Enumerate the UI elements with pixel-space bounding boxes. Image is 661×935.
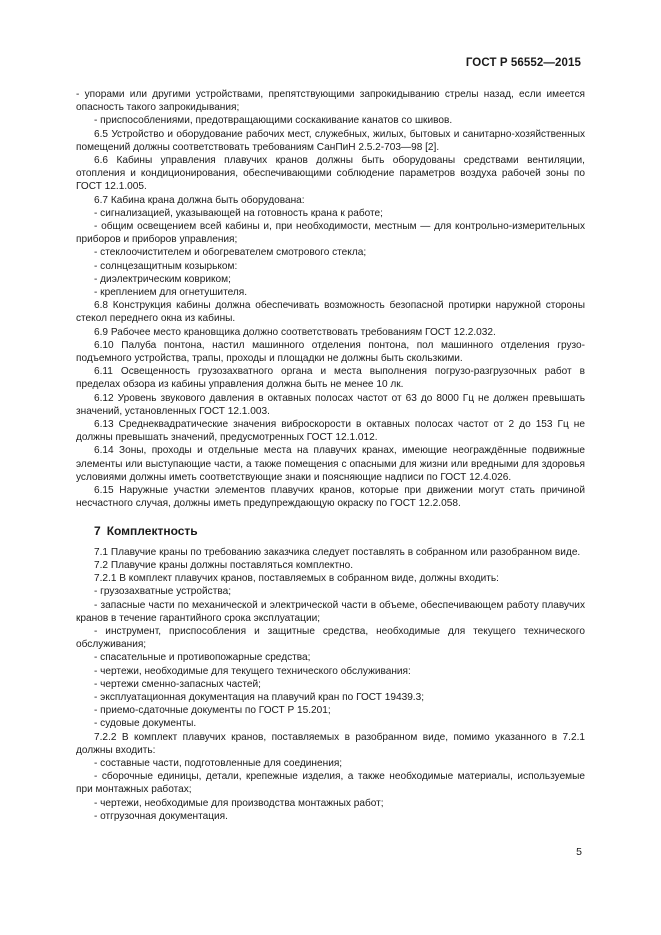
paragraph: 6.13 Среднеквадратические значения виброскорости в октавных полосах частот от 2 до 153 Гц не должны превышать значений, предусмотренных ГОСТ 12.1.012. xyxy=(76,419,585,444)
paragraph: - инструмент, приспособления и защитные средства, необходимые для текущего технического обслуживания; xyxy=(76,625,585,651)
paragraph: - общим освещением всей кабины и, при необходимости, местным — для контрольно-измерительных приборов и приборов управления; xyxy=(76,221,585,246)
section-7-text xyxy=(76,546,585,823)
paragraph: 6.12 Уровень звукового давления в октавных полосах частот от 63 до 8000 Гц не должен превышать значений, установленных ГОСТ 12.1.003. xyxy=(76,392,585,417)
paragraph: - стеклоочистителем и обогревателем смотрового стекла; xyxy=(94,247,367,259)
section-6-text xyxy=(76,88,585,511)
paragraph: 7.1 Плавучие краны по требованию заказчика следует поставлять в собранном или разобранном виде. xyxy=(94,546,581,558)
paragraph: 7.2.2 В комплект плавучих кранов, поставляемых в разобранном виде, помимо указанного в 7.2.1 должны входить: xyxy=(76,731,585,756)
paragraph: 7.2.1 В комплект плавучих кранов, поставляемых в собранном виде, должны входить: xyxy=(94,573,499,585)
document-code: ГОСТ Р 56552—2015 xyxy=(465,57,581,69)
paragraph: - чертежи, необходимые для производства монтажных работ; xyxy=(94,797,384,809)
paragraph: - судовые документы. xyxy=(94,718,197,730)
paragraph: - сборочные единицы, детали, крепежные изделия, а также необходимые материалы, используемые при монтажных работах; xyxy=(76,771,585,796)
page-number: 5 xyxy=(576,846,582,858)
paragraph: - эксплуатационная документация на плавучий кран по ГОСТ 19439.3; xyxy=(94,691,425,703)
paragraph: - запасные части по механической и электрической части в объеме, обеспечивающем работу плавучих кранов в течение гарантийного срока эксплуатации; xyxy=(76,599,585,624)
paragraph: 6.10 Палуба понтона, настил машинного отделения понтона, пол машинного отделения грузоподъемного устройства, трапы, проходы и площадки не должны быть скользкими. xyxy=(76,339,585,365)
paragraph: - составные части, подготовленные для соединения; xyxy=(94,757,343,769)
page-content xyxy=(76,88,585,823)
paragraph: 6.14 Зоны, проходы и отдельные места на плавучих кранах, имеющие неограждённые подвижные элементы или выступающие части, а также помещения с опасными для жизни или вредными для здоровья условиями должны иметь соответствующие знаки и поясняющие надписи по ГОСТ 12.4.026. xyxy=(76,445,585,483)
paragraph: - диэлектрическим ковриком; xyxy=(94,273,231,285)
paragraph: 6.11 Освещенность грузозахватного органа и места выполнения погрузо-разгрузочных работ в пределах обзора из кабины управления должна быть не менее 10 лк. xyxy=(76,366,585,391)
paragraph: - чертежи, необходимые для текущего технического обслуживания: xyxy=(94,665,411,677)
paragraph: 6.6 Кабины управления плавучих кранов должны быть оборудованы средствами вентиляции, отопления и кондиционирования, обеспечивающими соблюдение параметров воздуха рабочей зоны по ГОСТ 12.1.005. xyxy=(76,155,585,193)
paragraph: - приспособлениями, предотвращающими соскакивание канатов со шкивов. xyxy=(94,115,453,127)
paragraph: - грузозахватные устройства; xyxy=(94,586,232,598)
paragraph: - отгрузочная документация. xyxy=(94,810,228,822)
section-heading xyxy=(94,525,585,538)
paragraph: - упорами или другими устройствами, препятствующими запрокидыванию стрелы назад, если имеется опасность такого запрокидывания; xyxy=(76,89,585,114)
paragraph: - спасательные и противопожарные средства; xyxy=(94,652,311,664)
paragraph: - креплением для огнетушителя. xyxy=(94,287,248,299)
paragraph: - приемо-сдаточные документы по ГОСТ Р 15.201; xyxy=(94,705,331,717)
section-number: 7 xyxy=(94,523,101,538)
paragraph: - чертежи сменно-запасных частей; xyxy=(94,678,261,690)
paragraph: 6.5 Устройство и оборудование рабочих мест, служебных, жилых, бытовых и санитарно-хозяйственных помещений должны соответствовать требованиям СанПиН 2.5.2-703—98 [2]. xyxy=(76,128,585,153)
paragraph: - сигнализацией, указывающей на готовность крана к работе; xyxy=(94,207,383,219)
paragraph: 7.2 Плавучие краны должны поставляться комплектно. xyxy=(94,559,354,571)
paragraph: 6.9 Рабочее место крановщика должно соответствовать требованиям ГОСТ 12.2.032. xyxy=(94,326,496,338)
paragraph: 6.7 Кабина крана должна быть оборудована: xyxy=(94,194,305,206)
paragraph: 6.8 Конструкция кабины должна обеспечивать возможность безопасной протирки наружной стороны стекол переднего окна из кабины. xyxy=(76,300,585,325)
paragraph: - солнцезащитным козырьком: xyxy=(94,260,238,272)
section-title: Комплектность xyxy=(106,523,198,538)
paragraph: 6.15 Наружные участки элементов плавучих кранов, которые при движении могут стать причиной несчастного случая, должны иметь предупреждающую окраску по ГОСТ 12.2.058. xyxy=(76,485,585,510)
